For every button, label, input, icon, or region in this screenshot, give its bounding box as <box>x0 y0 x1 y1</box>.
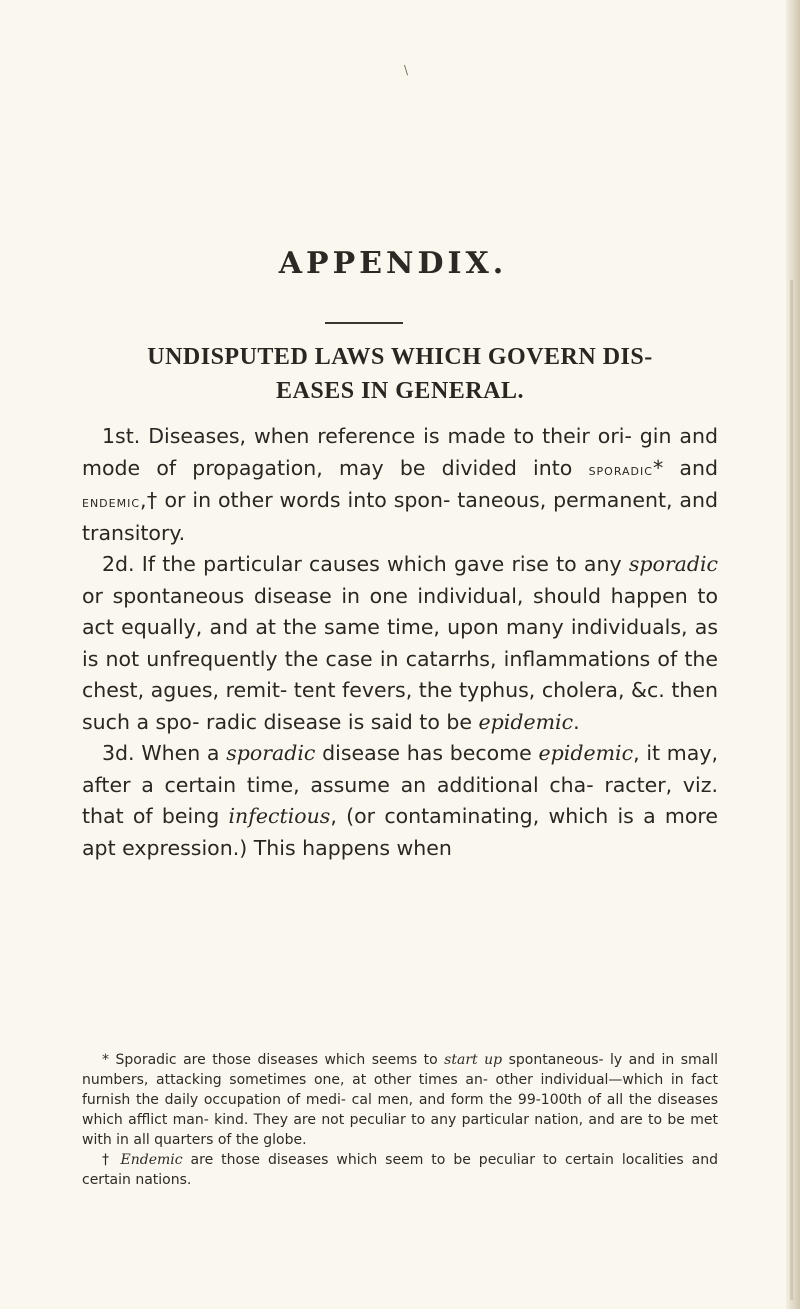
fn2-em: Endemic <box>120 1152 183 1168</box>
p3-lead: 3d. When a <box>102 741 227 765</box>
appendix-heading: APPENDIX. <box>278 246 508 281</box>
footnote-ref-1: * <box>652 455 664 480</box>
p2-lead: 2d. If the particular causes which gave rise to any <box>102 552 629 576</box>
p1-tail: or in other words into spon- taneous, permanent, and transitory. <box>82 488 718 545</box>
p1-term-sporadic: sporadic <box>588 459 653 479</box>
fn1-lead: * Sporadic are those diseases which seems to <box>102 1052 445 1068</box>
p2-em-sporadic: sporadic <box>628 552 718 576</box>
subheading-line-2: EASES IN GENERAL. <box>276 378 524 404</box>
footnote-ref-2: ,† <box>140 488 158 512</box>
section-subheading <box>82 340 718 408</box>
p2-mid: or spontaneous disease in one individual, should happen to act equally, and at the same time, upon many individuals, as is not unfrequently the case in catarrhs, inflammations of the chest, agues, remit- tent fevers, the typhus, cholera, &c. then such a spo- radic disease is said to be <box>82 583 718 734</box>
footnotes <box>82 1050 718 1190</box>
body-text <box>82 421 718 864</box>
paragraph-3 <box>82 738 718 864</box>
paragraph-1 <box>82 421 718 549</box>
p3-mid1: disease has become <box>315 741 539 765</box>
fn1-tail: spontaneous- ly and in small numbers, attacking sometimes one, at other times an- other individual—which in fact furnish the daily occupation of medi- cal men, and form the 99-100th of all the diseases which afflict man- kind. They are not peculiar to any particular nation, and are to be met with in all quarters of the globe. <box>82 1052 719 1148</box>
stray-mark: \ <box>404 63 409 77</box>
p3-mid2: , it may, after a certain time, assume an additional cha- racter, viz. that of being <box>82 741 718 828</box>
p2-tail: . <box>573 709 580 734</box>
p1-term-endemic: endemic <box>82 492 141 511</box>
subheading-line-1: UNDISPUTED LAWS WHICH GOVERN DIS- <box>147 344 653 370</box>
p3-tail: , (or contaminating, which is a more apt expression.) This happens when <box>82 804 718 860</box>
fn2-lead: † <box>102 1152 121 1168</box>
p1-and: and <box>663 455 718 480</box>
p2-em-epidemic: epidemic <box>478 709 574 734</box>
page-edge <box>786 0 800 1309</box>
footnote-2 <box>82 1150 718 1190</box>
p3-em-epidemic: epidemic <box>538 741 634 765</box>
p3-em-infectious: infectious <box>228 804 331 828</box>
fn1-em: start up <box>444 1052 503 1068</box>
p1-lead: 1st. Diseases, when reference is made to their ori- gin and mode of propagation, may be divided into <box>82 424 718 480</box>
heading-rule <box>325 322 403 324</box>
fn2-tail: are those diseases which seem to be peculiar to certain localities and certain nations. <box>82 1152 718 1188</box>
paragraph-2 <box>82 549 718 738</box>
p3-em-sporadic: sporadic <box>226 741 316 765</box>
footnote-1 <box>82 1050 718 1150</box>
